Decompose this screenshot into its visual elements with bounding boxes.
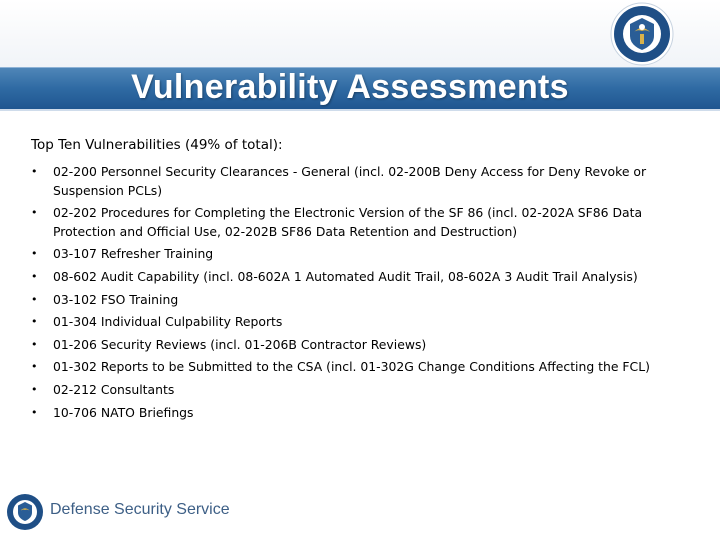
list-item-text: 08-602 Audit Capability (incl. 08-602A 1 Automated Audit Trail, 08-602A 3 Audit Trail Analysis) — [53, 268, 638, 284]
dss-logo-icon — [6, 493, 44, 531]
bullet-icon: • — [31, 292, 38, 306]
bullet-icon: • — [31, 315, 38, 329]
bullet-icon: • — [31, 382, 38, 396]
bullet-icon: • — [31, 269, 38, 283]
list-item-text: 01-302 Reports to be Submitted to the CSA (incl. 01-302G Change Conditions Affecting the FCL) — [53, 359, 650, 375]
list-item — [31, 336, 681, 355]
list-item — [31, 381, 681, 400]
list-item-text: 03-102 FSO Training — [53, 291, 179, 307]
list-item — [31, 268, 681, 287]
list-item — [31, 313, 681, 332]
list-item-text: 01-304 Individual Culpability Reports — [53, 314, 283, 330]
list-heading: Top Ten Vulnerabilities (49% of total): — [31, 137, 283, 153]
list-item — [31, 358, 681, 377]
bullet-icon: • — [31, 206, 38, 220]
list-item — [31, 245, 681, 264]
bullet-icon: • — [31, 360, 38, 374]
list-item-text: 10-706 NATO Briefings — [53, 404, 194, 420]
footer-org-name: Defense Security Service — [50, 501, 230, 518]
slide-title: Vulnerability Assessments — [131, 68, 569, 106]
list-item-text: 03-107 Refresher Training — [53, 246, 214, 262]
list-item-text: 02-200 Personnel Security Clearances - General (incl. 02-200B Deny Access for Deny Revoke or Suspension PCLs) — [53, 164, 647, 198]
list-item-text: 02-202 Procedures for Completing the Electronic Version of the SF 86 (incl. 02-202A SF86 Data Protection and Official Use, 02-202B SF86 Data Retention and Destruction) — [53, 205, 643, 239]
list-item-text: 01-206 Security Reviews (incl. 01-206B Contractor Reviews) — [53, 336, 427, 352]
bullet-icon: • — [31, 247, 38, 261]
list-item — [31, 404, 681, 423]
bullet-icon: • — [31, 405, 38, 419]
vulnerability-list — [31, 163, 681, 426]
dss-seal-icon — [610, 2, 674, 66]
bullet-icon: • — [31, 165, 38, 178]
list-item-text: 02-212 Consultants — [53, 381, 175, 397]
list-item — [31, 204, 681, 241]
bullet-icon: • — [31, 337, 38, 351]
list-item — [31, 163, 681, 200]
list-item — [31, 291, 681, 310]
